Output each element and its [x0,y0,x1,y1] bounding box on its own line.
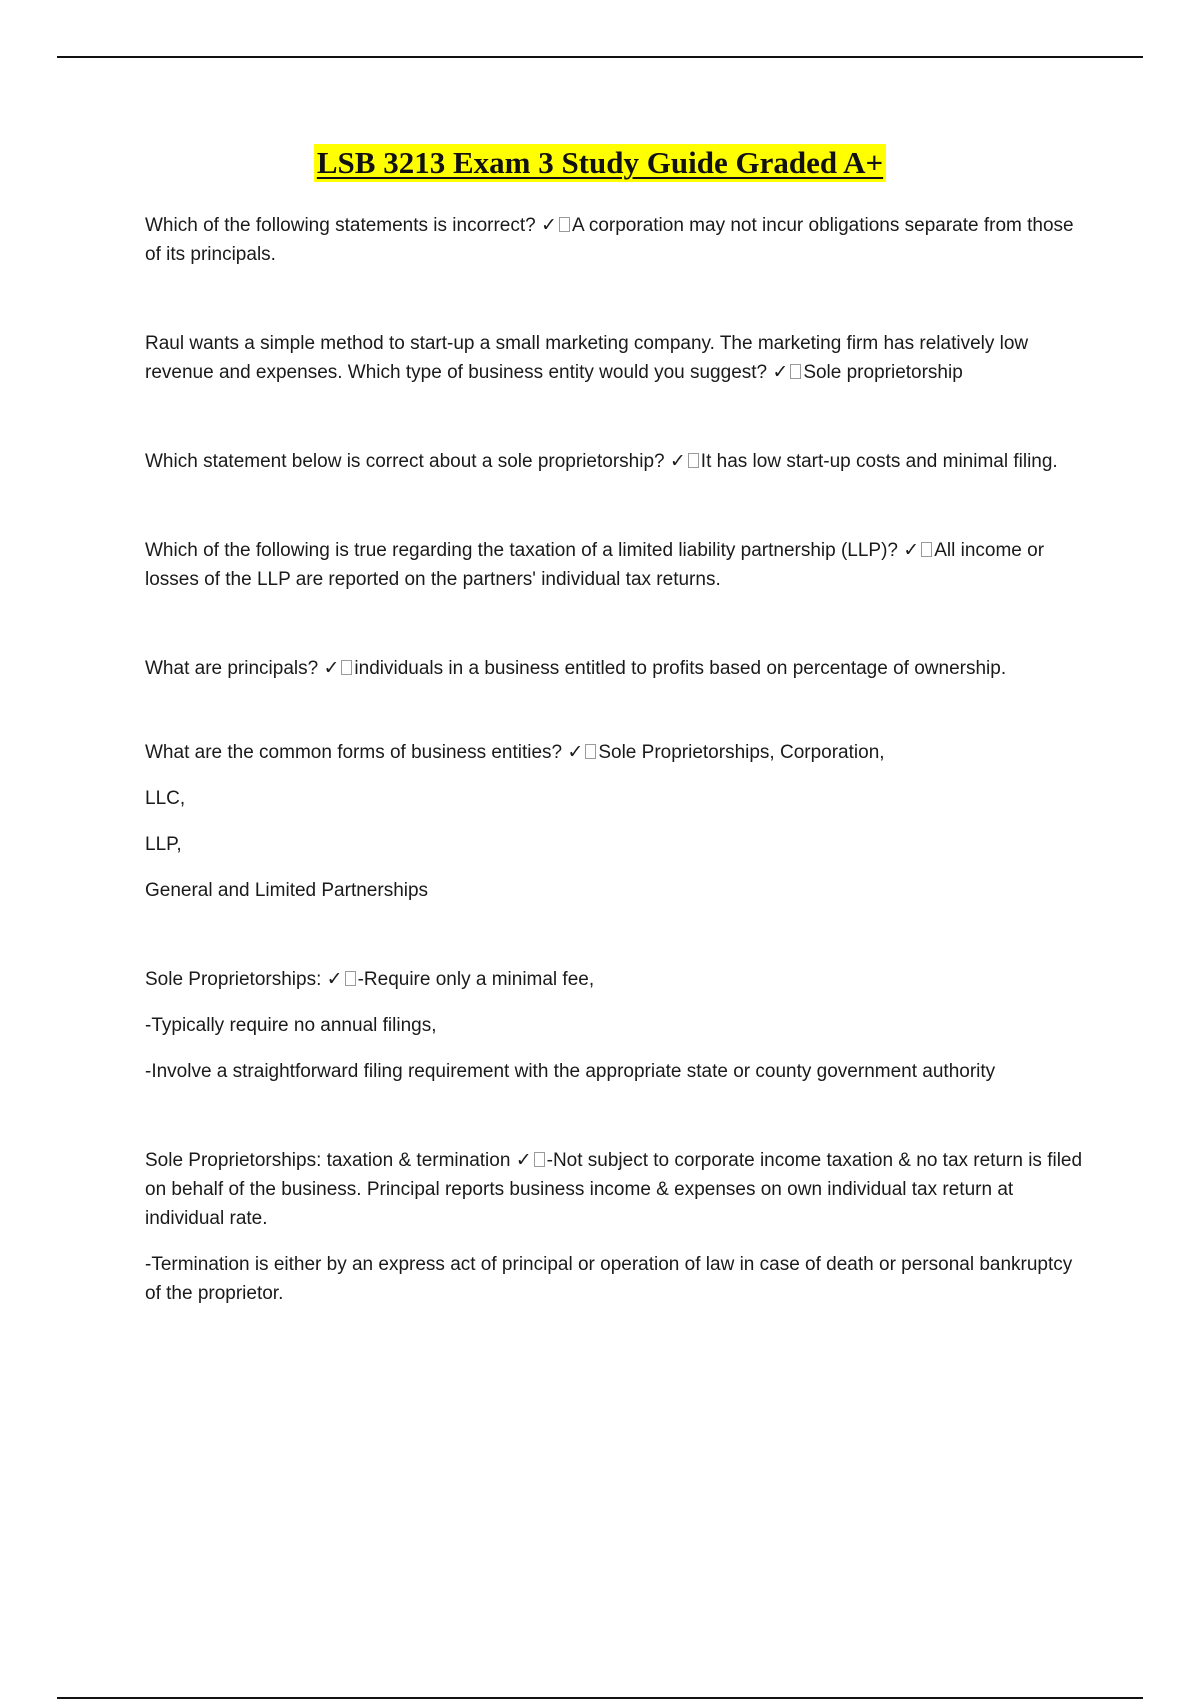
answer-continuation: General and Limited Partnerships [145,880,429,901]
missing-glyph-box-icon [688,453,699,468]
question-text: Which of the following statements is incorrect? [145,215,536,236]
qa-item-5 [145,654,1090,683]
check-icon: ✓ [669,451,686,472]
answer-text: It has low start-up costs and minimal filing. [700,451,1058,472]
answer-continuation: LLP, [145,834,182,855]
check-icon: ✓ [567,742,584,763]
top-rule [57,56,1143,58]
answer-continuation: LLC, [145,788,186,809]
answer-text: -Not subject to corporate income taxation & no tax return is filed on behalf of the business. Principal reports business income & expenses on own individual tax return at individual rate. [145,1150,1083,1229]
answer-text: -Require only a minimal fee, [357,969,595,990]
title-container [0,144,1200,182]
question-text: What are the common forms of business entities? [145,742,563,763]
missing-glyph-box-icon [921,542,932,557]
question-text: What are principals? [145,658,319,679]
answer-continuation: -Involve a straightforward filing requirement with the appropriate state or county government authority [145,1061,996,1082]
qa-item-6 [145,738,1090,767]
document-title: LSB 3213 Exam 3 Study Guide Graded A+ [314,144,886,182]
qa-item-2 [145,329,1090,387]
qa-item-3 [145,447,1090,476]
answer-continuation: -Typically require no annual filings, [145,1015,437,1036]
missing-glyph-box-icon [534,1152,545,1167]
missing-glyph-box-icon [345,971,356,986]
qa-item-7 [145,965,1090,994]
document-body [145,211,1090,1308]
qa-item-4 [145,536,1090,594]
answer-text: All income or losses of the LLP are reported on the partners' individual tax returns. [145,540,1045,590]
question-text: Raul wants a simple method to start-up a small marketing company. The marketing firm has relatively low revenue and expenses. Which type of business entity would you suggest? [145,333,1029,383]
check-icon: ✓ [903,540,920,561]
answer-text: A corporation may not incur obligations separate from those of its principals. [145,215,1074,265]
answer-continuation: -Termination is either by an express act of principal or operation of law in case of death or personal bankruptcy of the proprietor. [145,1254,1073,1304]
qa-item-1 [145,211,1090,269]
missing-glyph-box-icon [790,364,801,379]
bottom-rule [57,1697,1143,1699]
missing-glyph-box-icon [585,744,596,759]
question-text: Which of the following is true regarding the taxation of a limited liability partnership (LLP)? [145,540,898,561]
check-icon: ✓ [541,215,557,236]
answer-text: Sole Proprietorships, Corporation, [598,742,885,763]
answer-text: individuals in a business entitled to profits based on percentage of ownership. [354,658,1007,679]
check-icon: ✓ [772,362,789,383]
check-icon: ✓ [323,658,340,679]
qa-item-8 [145,1146,1090,1233]
question-text: Which statement below is correct about a sole proprietorship? [145,451,665,472]
question-text: Sole Proprietorships: [145,969,322,990]
answer-text: Sole proprietorship [803,362,963,383]
missing-glyph-box-icon [341,660,352,675]
question-text: Sole Proprietorships: taxation & termination [145,1150,511,1171]
check-icon: ✓ [326,969,343,990]
check-icon: ✓ [515,1150,532,1171]
missing-glyph-box-icon [559,217,570,232]
